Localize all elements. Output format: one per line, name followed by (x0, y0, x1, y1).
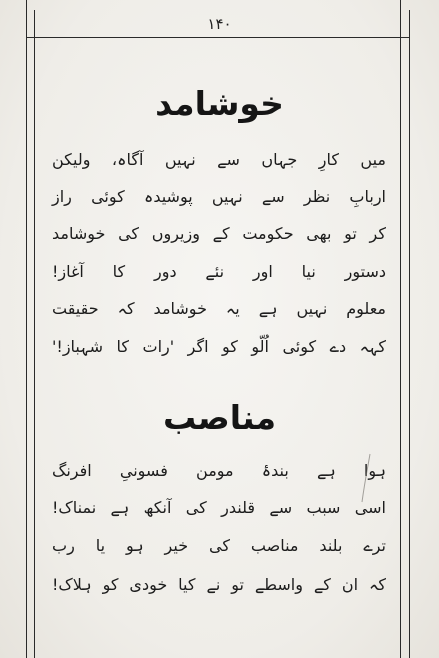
poem2-line-3: ترے بلند مناصب کی خیر ہو یا رب (52, 536, 386, 555)
poem1-line-3: کر تو بھی حکومت کے وزیروں کی خوشامد (52, 224, 386, 243)
poem1-line-4: دستور نیا اور نئے دور کا آغاز! (52, 262, 386, 281)
poem1-line-5: معلوم نہیں ہے یہ خوشامد کہ حقیقت (52, 299, 386, 318)
poem2-line-2: اسی سبب سے قلندر کی آنکھ ہے نمناک! (52, 498, 386, 517)
frame-line-top (26, 37, 409, 38)
poem1-line-1: میں کارِ جہاں سے نہیں آگاہ، ولیکن (52, 150, 386, 169)
poem1-line-6: کہہ دے کوئی اُلّو کو اگر 'رات کا شہباز!' (52, 337, 386, 356)
frame-line-left-inner (34, 10, 35, 658)
frame-line-right-inner (400, 0, 401, 658)
pencil-mark (356, 452, 376, 504)
poem-title-manasib: مناصب (162, 398, 277, 437)
frame-line-right-outer (409, 10, 410, 658)
poem1-line-2: اربابِ نظر سے نہیں پوشیدہ کوئی راز (52, 187, 386, 206)
poem2-line-4: کہ ان کے واسطے تو نے کیا خودی کو ہلاک! (52, 575, 386, 594)
poem2-line-1: ہوا ہے بندۂ مومن فسونیِ افرنگ (52, 461, 386, 480)
page-number: ۱۴۰ (207, 15, 232, 33)
poem-title-khushamad: خوشامد (155, 84, 284, 123)
frame-line-left-outer (26, 0, 27, 658)
